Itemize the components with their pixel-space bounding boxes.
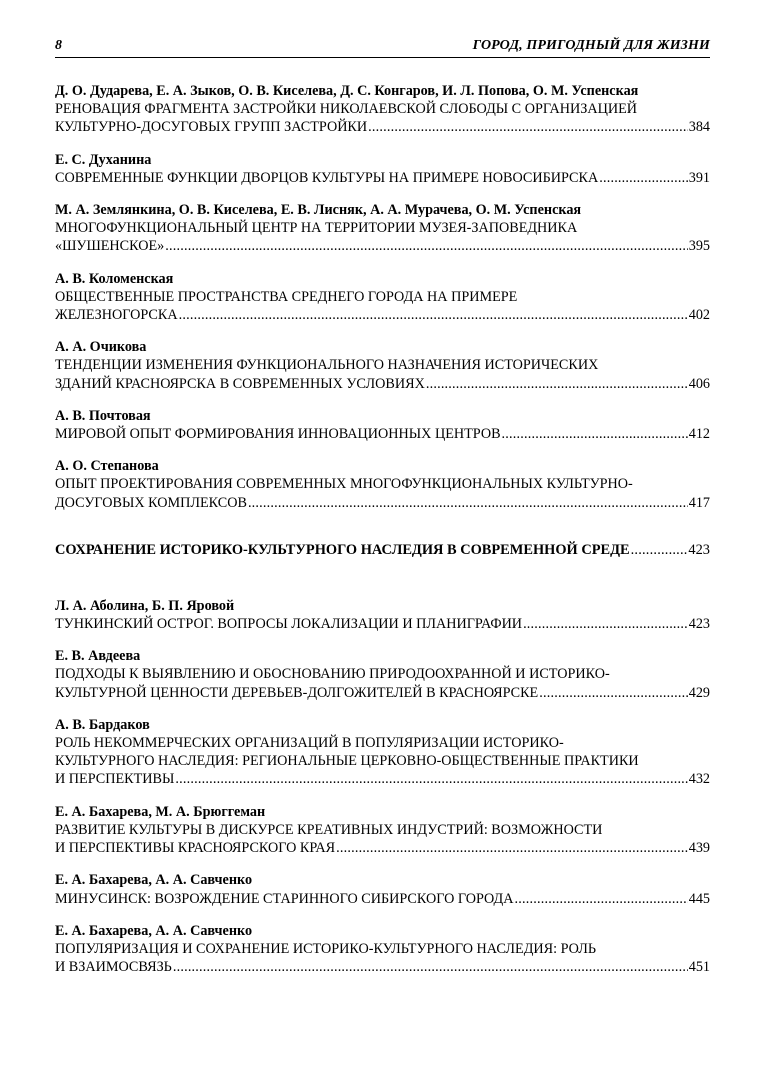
toc-entry[interactable] — [55, 647, 710, 702]
entry-title-line: РЕНОВАЦИЯ ФРАГМЕНТА ЗАСТРОЙКИ НИКОЛАЕВСКОЙ СЛОБОДЫ С ОРГАНИЗАЦИЕЙ — [55, 101, 637, 118]
dot-leader — [539, 684, 687, 702]
entry-title-text: КУЛЬТУРНОЙ ЦЕННОСТИ ДЕРЕВЬЕВ-ДОЛГОЖИТЕЛЕЙ В КРАСНОЯРСКЕ — [55, 684, 539, 701]
entry-page-number: 391 — [688, 169, 710, 186]
toc-entry[interactable] — [55, 716, 710, 789]
toc-group-1 — [55, 82, 710, 512]
entry-page-number: 406 — [688, 375, 710, 392]
entry-title-line: ТЕНДЕНЦИИ ИЗМЕНЕНИЯ ФУНКЦИОНАЛЬНОГО НАЗНАЧЕНИЯ ИСТОРИЧЕСКИХ — [55, 357, 599, 374]
dot-leader — [248, 494, 688, 512]
entry-authors: Е. А. Бахарева, А. А. Савченко — [55, 922, 253, 939]
entry-authors: А. А. Очикова — [55, 339, 147, 356]
entry-title-line: ОБЩЕСТВЕННЫЕ ПРОСТРАНСТВА СРЕДНЕГО ГОРОДА НА ПРИМЕРЕ — [55, 288, 518, 305]
entry-page-number: 417 — [688, 494, 710, 511]
entry-title-text: МИНУСИНСК: ВОЗРОЖДЕНИЕ СТАРИННОГО СИБИРСКОГО ГОРОДА — [55, 890, 514, 907]
dot-leader — [599, 169, 688, 187]
entry-authors: Е. С. Духанина — [55, 151, 152, 168]
dot-leader — [175, 770, 687, 788]
entry-title-text: ЖЕЛЕЗНОГОРСКА — [55, 307, 178, 324]
toc-group-2 — [55, 597, 710, 976]
entry-title-line: ПОПУЛЯРИЗАЦИЯ И СОХРАНЕНИЕ ИСТОРИКО-КУЛЬТУРНОГО НАСЛЕДИЯ: РОЛЬ — [55, 940, 596, 957]
entry-page-number: 423 — [688, 616, 710, 633]
toc-entry[interactable] — [55, 803, 710, 858]
toc-entry[interactable] — [55, 82, 710, 137]
entry-page-number: 395 — [688, 238, 710, 255]
page-number: 8 — [55, 38, 62, 53]
entry-authors: Л. А. Аболина, Б. П. Яровой — [55, 597, 235, 614]
entry-title-last-line — [55, 237, 710, 255]
entry-authors: А. О. Степанова — [55, 458, 159, 475]
toc-entry[interactable] — [55, 871, 710, 907]
toc-entry[interactable] — [55, 407, 710, 443]
entry-authors: М. А. Землянкина, О. В. Киселева, Е. В. Лисняк, А. А. Мурачева, О. М. Успенская — [55, 202, 582, 219]
dot-leader — [165, 237, 687, 255]
entry-title-line: ПОДХОДЫ К ВЫЯВЛЕНИЮ И ОБОСНОВАНИЮ ПРИРОДООХРАННОЙ И ИСТОРИКО- — [55, 666, 610, 683]
entry-page-number: 439 — [688, 840, 710, 857]
entry-authors: Е. В. Авдеева — [55, 648, 141, 665]
entry-title-last-line — [55, 425, 710, 443]
dot-leader — [368, 118, 688, 136]
dot-leader — [336, 839, 688, 857]
entry-title-last-line — [55, 375, 710, 393]
entry-title-last-line — [55, 306, 710, 324]
entry-page-number: 412 — [688, 426, 710, 443]
entry-page-number: 445 — [688, 890, 710, 907]
entry-title-line: МНОГОФУНКЦИОНАЛЬНЫЙ ЦЕНТР НА ТЕРРИТОРИИ МУЗЕЯ-ЗАПОВЕДНИКА — [55, 220, 578, 237]
toc-page — [55, 38, 710, 990]
entry-title-last-line — [55, 494, 710, 512]
entry-title-last-line — [55, 169, 710, 187]
entry-title-text: И ПЕРСПЕКТИВЫ — [55, 771, 175, 788]
entry-page-number: 451 — [688, 959, 710, 976]
entry-title-last-line — [55, 118, 710, 136]
entry-title-text: И ВЗАИМОСВЯЗЬ — [55, 959, 172, 976]
entry-page-number: 429 — [688, 684, 710, 701]
section-title: СОХРАНЕНИЕ ИСТОРИКО-КУЛЬТУРНОГО НАСЛЕДИЯ В СОВРЕМЕННОЙ СРЕДЕ — [55, 541, 630, 558]
entry-title-text: ТУНКИНСКИЙ ОСТРОГ. ВОПРОСЫ ЛОКАЛИЗАЦИИ И ПЛАНИГРАФИИ — [55, 616, 523, 633]
entry-authors: А. В. Почтовая — [55, 407, 151, 424]
toc-entry[interactable] — [55, 922, 710, 977]
entry-authors: Е. А. Бахарева, А. А. Савченко — [55, 872, 253, 889]
dot-leader — [426, 375, 688, 393]
entry-page-number: 402 — [688, 307, 710, 324]
entry-title-text: ДОСУГОВЫХ КОМПЛЕКСОВ — [55, 494, 247, 511]
dot-leader — [173, 958, 688, 976]
entry-title-line: ОПЫТ ПРОЕКТИРОВАНИЯ СОВРЕМЕННЫХ МНОГОФУНКЦИОНАЛЬНЫХ КУЛЬТУРНО- — [55, 476, 633, 493]
entry-title-text: СОВРЕМЕННЫЕ ФУНКЦИИ ДВОРЦОВ КУЛЬТУРЫ НА ПРИМЕРЕ НОВОСИБИРСКА — [55, 169, 599, 186]
section-heading[interactable] — [55, 542, 710, 559]
toc-entry[interactable] — [55, 597, 710, 633]
entry-title-text: МИРОВОЙ ОПЫТ ФОРМИРОВАНИЯ ИННОВАЦИОННЫХ ЦЕНТРОВ — [55, 426, 501, 443]
dot-leader — [502, 425, 688, 443]
toc-entry[interactable] — [55, 457, 710, 512]
entry-title-last-line — [55, 684, 710, 702]
toc-entry[interactable] — [55, 338, 710, 393]
entry-title-last-line — [55, 890, 710, 908]
entry-title-last-line — [55, 770, 710, 788]
entry-title-last-line — [55, 958, 710, 976]
toc-entry[interactable] — [55, 151, 710, 187]
entry-title-text: КУЛЬТУРНО-ДОСУГОВЫХ ГРУПП ЗАСТРОЙКИ — [55, 119, 368, 136]
entry-title-text: ЗДАНИЙ КРАСНОЯРСКА В СОВРЕМЕННЫХ УСЛОВИЯХ — [55, 375, 425, 392]
toc-entry[interactable] — [55, 201, 710, 256]
toc-entry[interactable] — [55, 270, 710, 325]
entry-title-text: И ПЕРСПЕКТИВЫ КРАСНОЯРСКОГО КРАЯ — [55, 840, 336, 857]
running-header — [55, 38, 710, 58]
entry-page-number: 432 — [688, 771, 710, 788]
dot-leader — [179, 306, 688, 324]
dot-leader — [514, 890, 687, 908]
entry-authors: Д. О. Дударева, Е. А. Зыков, О. В. Киселева, Д. С. Конгаров, И. Л. Попова, О. М. Успенская — [55, 83, 639, 99]
entry-authors: А. В. Бардаков — [55, 716, 150, 733]
entry-authors: Е. А. Бахарева, М. А. Брюггеман — [55, 803, 266, 820]
entry-title-line: КУЛЬТУРНОГО НАСЛЕДИЯ: РЕГИОНАЛЬНЫЕ ЦЕРКОВНО-ОБЩЕСТВЕННЫЕ ПРАКТИКИ — [55, 753, 639, 770]
entry-title-last-line — [55, 839, 710, 857]
entry-title-line: РАЗВИТИЕ КУЛЬТУРЫ В ДИСКУРСЕ КРЕАТИВНЫХ ИНДУСТРИЙ: ВОЗМОЖНОСТИ — [55, 821, 603, 838]
entry-title-text: «ШУШЕНСКОЕ» — [55, 238, 165, 255]
dot-leader — [523, 615, 688, 633]
section-page-number: 423 — [688, 541, 710, 558]
running-title: ГОРОД, ПРИГОДНЫЙ ДЛЯ ЖИЗНИ — [472, 38, 710, 53]
entry-title-line: РОЛЬ НЕКОММЕРЧЕСКИХ ОРГАНИЗАЦИЙ В ПОПУЛЯРИЗАЦИИ ИСТОРИКО- — [55, 735, 564, 752]
dot-leader — [631, 542, 688, 559]
entry-page-number: 384 — [688, 119, 710, 136]
entry-authors: А. В. Коломенская — [55, 270, 174, 287]
entry-title-last-line — [55, 615, 710, 633]
toc-entries — [55, 82, 710, 976]
